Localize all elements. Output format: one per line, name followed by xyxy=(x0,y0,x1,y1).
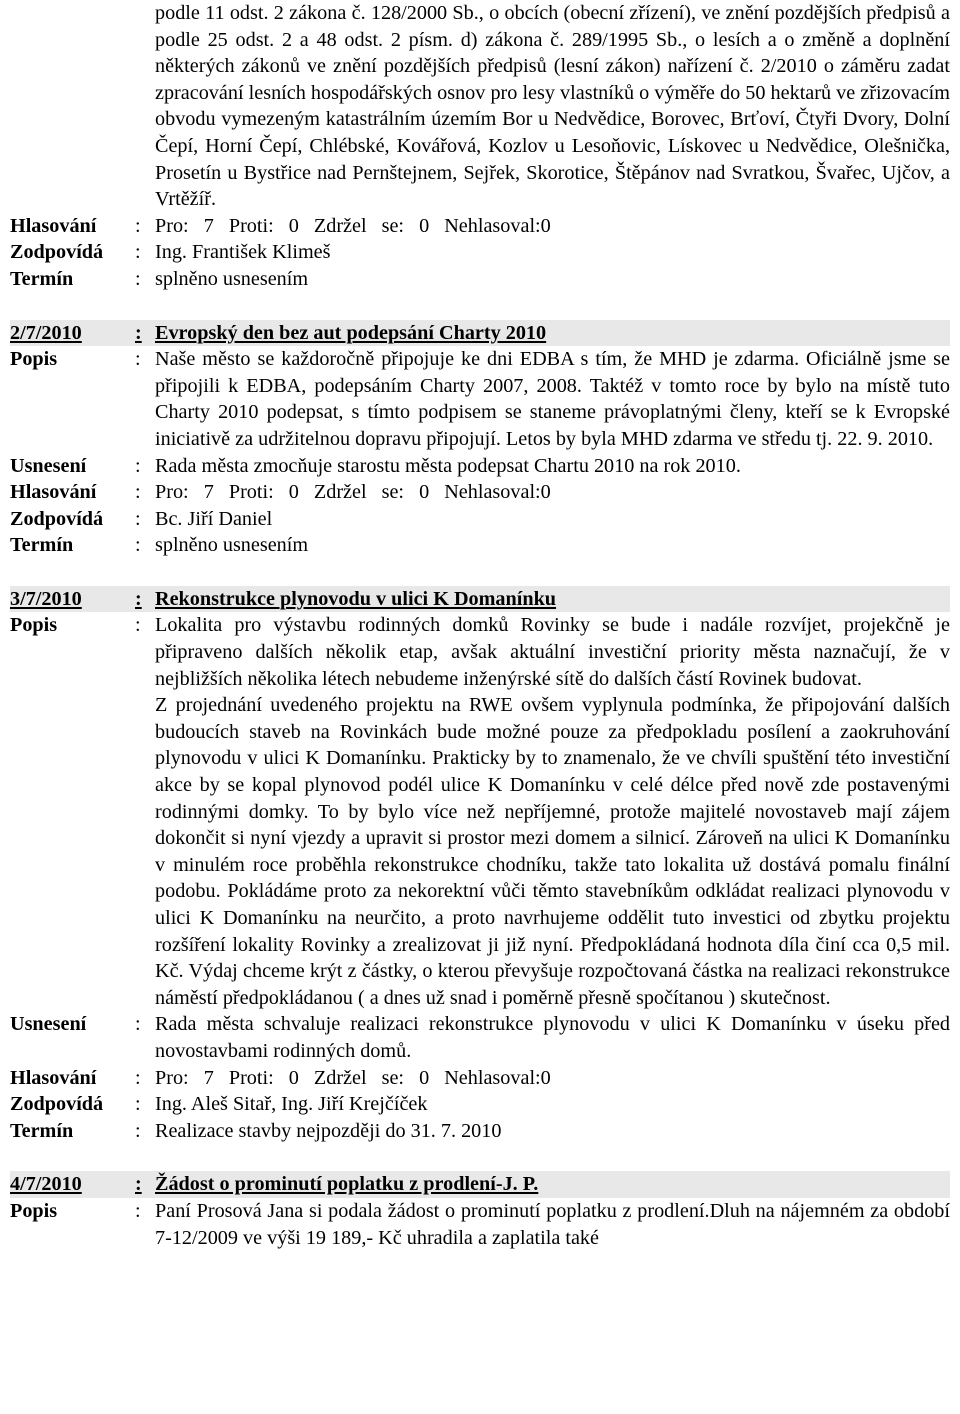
colon: : xyxy=(135,507,141,530)
item-4-header xyxy=(10,1171,950,1198)
resolution-text: Rada města schvaluje realizaci rekonstrukce plynovodu v ulici K Domanínku v úseku před novostavbami rodinných domů. xyxy=(155,1013,950,1062)
colon: : xyxy=(135,534,141,557)
colon: : xyxy=(135,1173,142,1196)
description-label: Popis xyxy=(10,348,58,371)
description-text: Naše město se každoročně připojuje ke dni EDBA s tím, že MHD je zdarma. Oficiálně jsme se připojili k EDBA, podepsáním Charty 2007, 2008. Taktéž v tomto roce by bylo na místě tuto Charty 2010 podepsat, s tímto podpisem se staneme právoplatnými členy, kteří se k Evropské iniciativě za udržitelnou dopravu připojují. Letos by byla MHD zdarma ve středu tj. 22. 9. 2010. xyxy=(155,348,950,450)
colon: : xyxy=(135,214,141,237)
colon: : xyxy=(135,267,141,290)
item-number: 2/7/2010 xyxy=(10,321,82,344)
item-2-description-row xyxy=(10,346,950,452)
colon: : xyxy=(135,454,141,477)
item-4-description-row xyxy=(10,1198,950,1251)
deadline-label: Termín xyxy=(10,534,74,557)
item-3-voting-row xyxy=(10,1065,950,1092)
deadline-value: Realizace stavby nejpozději do 31. 7. 2010 xyxy=(155,1119,502,1142)
intro-deadline-row xyxy=(10,266,950,293)
resolution-label: Usnesení xyxy=(10,454,87,477)
item-3-deadline-row xyxy=(10,1118,950,1145)
item-number: 3/7/2010 xyxy=(10,587,82,610)
voting-result: Pro: 7 Proti: 0 Zdržel se: 0 Nehlasoval:0 xyxy=(155,1066,551,1089)
responsible-value: Ing. František Klimeš xyxy=(155,241,331,264)
description-label: Popis xyxy=(10,1199,58,1222)
voting-label: Hlasování xyxy=(10,481,97,504)
item-2-responsible-row xyxy=(10,506,950,533)
description-text: Paní Prosová Jana si podala žádost o prominutí poplatku z prodlení.Dluh na nájemném za období 7-12/2009 ve výši 19 189,- Kč uhradila a zaplatila také xyxy=(155,1199,950,1249)
deadline-value: splněno usnesením xyxy=(155,267,309,290)
colon: : xyxy=(135,1119,141,1142)
responsible-label: Zodpovídá xyxy=(10,1093,104,1116)
responsible-value: Ing. Aleš Sitař, Ing. Jiří Krejčíček xyxy=(155,1093,428,1116)
voting-result: Pro: 7 Proti: 0 Zdržel se: 0 Nehlasoval:0 xyxy=(155,214,551,237)
item-3-resolution-row xyxy=(10,1011,950,1064)
colon: : xyxy=(135,348,141,371)
intro-responsible-row xyxy=(10,239,950,266)
item-title: Rekonstrukce plynovodu v ulici K Domanínku xyxy=(155,587,557,610)
voting-label: Hlasování xyxy=(10,1066,97,1089)
colon: : xyxy=(135,1066,141,1089)
item-3-responsible-row xyxy=(10,1091,950,1118)
resolution-label: Usnesení xyxy=(10,1013,87,1036)
colon: : xyxy=(135,481,141,504)
responsible-value: Bc. Jiří Daniel xyxy=(155,507,273,530)
item-title: Evropský den bez aut podepsání Charty 2010 xyxy=(155,321,547,344)
item-3-header xyxy=(10,586,950,613)
voting-label: Hlasování xyxy=(10,214,97,237)
description-paragraph: Z projednání uvedeného projektu na RWE ovšem vyplynula podmínka, že připojování dalších budoucích staveb na Rovinkách bude možné pouze za předpokladu posílení a zaokruhování plynovodu v ulici K Domanínku. Prakticky by to znamenalo, že ve chvíli spuštění této investiční akce by se kopal plynovod podél ulice K Domanínku v celé délce před nově zde postavenými rodinnými domky. To by bylo více než nepříjemné, protože majitelé novostaveb mají zájem dokončit si nyní vjezdy a upravit si prostor mezi domem a silnicí. Zároveň na ulici K Domanínku v minulém roce proběhla rekonstrukce chodníku, takže tato lokalita už dostává pomalu finální podobu. Pokládáme proto za nekorektní vůči těmto stavebníkům odkládat realizaci plynovodu v ulici K Domanínku na neurčito, a proto navrhujeme oddělit tuto investici od zbytku projektu rozšíření lokality Rovinky a zrealizovat ji již nyní. Předpokládaná hodnota díla činí cca 0,5 mil. Kč. Výdaj chceme krýt z částky, o kterou převyšuje rozpočtovaná částka na realizaci rekonstrukce náměstí předpokládanou ( a dnes už snad i poměrně přesně spočítanou ) skutečnost. xyxy=(155,694,950,1009)
item-2-resolution-row xyxy=(10,453,950,480)
colon: : xyxy=(135,241,141,264)
deadline-value: splněno usnesením xyxy=(155,534,309,557)
description-label: Popis xyxy=(10,614,58,637)
responsible-label: Zodpovídá xyxy=(10,241,104,264)
colon: : xyxy=(135,1013,141,1036)
description-text xyxy=(155,612,950,1011)
colon: : xyxy=(135,587,142,610)
intro-voting-row xyxy=(10,213,950,240)
intro-text: podle 11 odst. 2 zákona č. 128/2000 Sb., o obcích (obecní zřízení), ve znění pozdějších předpisů a podle 25 odst. 2 a 48 odst. 2 písm. d) zákona č. 289/1995 Sb., o lesích a o změně a doplnění některých zákonů ve znění pozdějších předpisů (lesní zákon) nařízení č. 2/2010 o záměru zadat zpracování lesních hospodářských osnov pro lesy vlastníků o výměře do 50 hektarů ve zřizovacím obvodu vymezeným katastrálním územím Bor u Nedvědice, Borovec, Brťoví, Čtyři Dvory, Dolní Čepí, Horní Čepí, Chlébské, Kovářová, Kozlov u Lesoňovic, Lískovec u Nedvědice, Olešnička, Prosetín u Bystřice nad Pernštejnem, Sejřek, Skorotice, Štěpánov nad Svratkou, Švařec, Ujčov, a Vrtěžíř. xyxy=(155,2,950,211)
colon: : xyxy=(135,321,142,344)
responsible-label: Zodpovídá xyxy=(10,507,104,530)
deadline-label: Termín xyxy=(10,267,74,290)
description-paragraph: Lokalita pro výstavbu rodinných domků Rovinky se bude i nadále rozvíjet, projekčně je připraveno dalších několik etap, avšak aktuální investiční priority města naznačují, že v nejbližších několika létech nebudeme inženýrské sítě do dalších částí Rovinek budovat. xyxy=(155,614,950,690)
item-number: 4/7/2010 xyxy=(10,1173,82,1196)
item-2-voting-row xyxy=(10,479,950,506)
item-title: Žádost o prominutí poplatku z prodlení-J. P. xyxy=(155,1173,539,1196)
document-page xyxy=(10,0,950,1251)
item-2-deadline-row xyxy=(10,532,950,559)
resolution-text: Rada města zmocňuje starostu města podepsat Chartu 2010 na rok 2010. xyxy=(155,454,741,477)
item-3-description-row xyxy=(10,612,950,1011)
colon: : xyxy=(135,614,141,637)
colon: : xyxy=(135,1093,141,1116)
deadline-label: Termín xyxy=(10,1119,74,1142)
voting-result: Pro: 7 Proti: 0 Zdržel se: 0 Nehlasoval:0 xyxy=(155,481,551,504)
colon: : xyxy=(135,1199,141,1222)
item-2-header xyxy=(10,320,950,347)
